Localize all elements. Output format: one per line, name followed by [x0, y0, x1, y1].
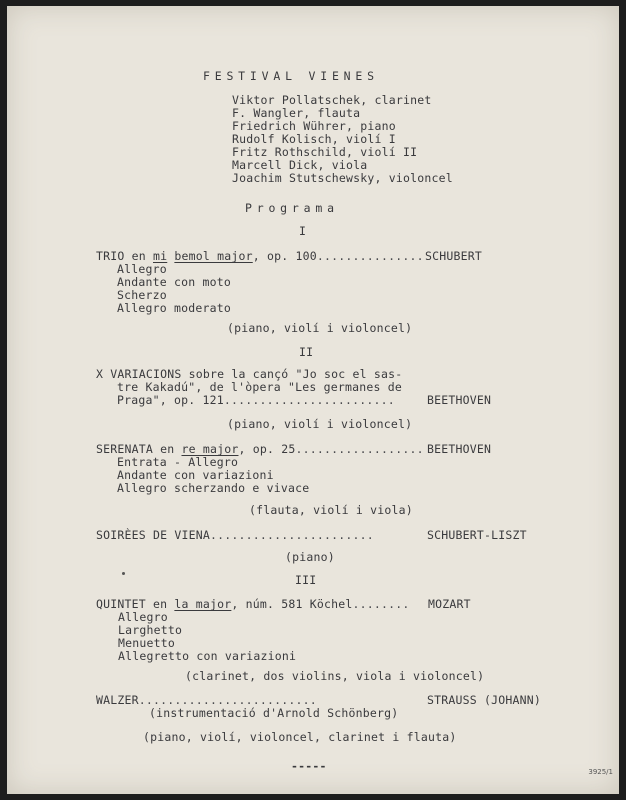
performer-7: Joachim Stutschewsky, violoncel — [232, 171, 453, 185]
trio-key-bemol-major: bemol major — [174, 249, 253, 263]
quintet-movement-3: Menuetto — [118, 636, 175, 650]
end-mark: ----- — [291, 759, 327, 773]
performer-4: Rudolf Kolisch, violí I — [232, 132, 396, 146]
serenata-movement-2: Andante con variazioni — [117, 468, 274, 482]
variacions-line-2: tre Kakadú", de l'òpera "Les germanes de — [117, 380, 402, 394]
festival-title: FESTIVAL VIENES — [203, 69, 379, 83]
programa-heading: Programa — [245, 201, 339, 215]
variacions-instruments: (piano, violí i violoncel) — [227, 417, 413, 431]
quintet-movement-1: Allegro — [118, 610, 168, 624]
quintet-instruments: (clarinet, dos violins, viola i violoncel) — [185, 669, 485, 683]
trio-instruments: (piano, violí i violoncel) — [227, 321, 413, 335]
serenata-title-line: SERENATA en re major, op. 25.................. — [96, 442, 424, 456]
serenata-key: re major — [181, 442, 239, 456]
quintet-movement-2: Larghetto — [118, 623, 183, 637]
variacions-composer: BEETHOVEN — [427, 393, 492, 407]
walzer-arrangement: (instrumentació d'Arnold Schönberg) — [149, 706, 399, 720]
serenata-composer: BEETHOVEN — [427, 442, 492, 456]
quintet-title-line: QUINTET en la major, núm. 581 Köchel........ — [96, 597, 410, 611]
trio-composer: SCHUBERT — [425, 249, 482, 263]
quintet-movement-4: Allegretto con variazioni — [118, 649, 297, 663]
performer-5: Fritz Rothschild, violí II — [232, 145, 418, 159]
soirees-instruments: (piano) — [285, 550, 335, 564]
performer-2: F. Wangler, flauta — [232, 106, 361, 120]
variacions-line-3: Praga", op. 121........................ — [117, 393, 395, 407]
serenata-movement-3: Allegro scherzando e vivace — [117, 481, 310, 495]
walzer-title-line: WALZER......................... — [96, 693, 317, 707]
trio-key-mi: mi — [153, 249, 168, 263]
trio-movement-3: Scherzo — [117, 288, 167, 302]
walzer-composer: STRAUSS (JOHANN) — [427, 693, 541, 707]
section-numeral-1: I — [299, 224, 307, 238]
archive-note: 3925/1 — [588, 768, 613, 776]
quintet-key: la major — [174, 597, 232, 611]
performer-6: Marcell Dick, viola — [232, 158, 368, 172]
section-numeral-3: III — [295, 573, 317, 587]
performer-1: Viktor Pollatschek, clarinet — [232, 93, 432, 107]
serenata-movement-1: Entrata - Allegro — [117, 455, 239, 469]
trio-title-line: TRIO en mi bemol major, op. 100............... — [96, 249, 424, 263]
serenata-instruments: (flauta, violí i viola) — [249, 503, 413, 517]
performer-3: Friedrich Wührer, piano — [232, 119, 396, 133]
document-page — [7, 6, 619, 794]
trio-movement-2: Andante con moto — [117, 275, 231, 289]
variacions-line-1: X VARIACIONS sobre la cançó "Jo soc el sas- — [96, 367, 403, 381]
soirees-title-line: SOIRÈES DE VIENA....................... — [96, 528, 374, 542]
paper-speck — [122, 572, 125, 575]
soirees-composer: SCHUBERT-LISZT — [427, 528, 527, 542]
quintet-composer: MOZART — [428, 597, 471, 611]
walzer-instruments: (piano, violí, violoncel, clarinet i flauta) — [143, 730, 457, 744]
trio-movement-4: Allegro moderato — [117, 301, 231, 315]
trio-movement-1: Allegro — [117, 262, 167, 276]
section-numeral-2: II — [299, 345, 314, 359]
